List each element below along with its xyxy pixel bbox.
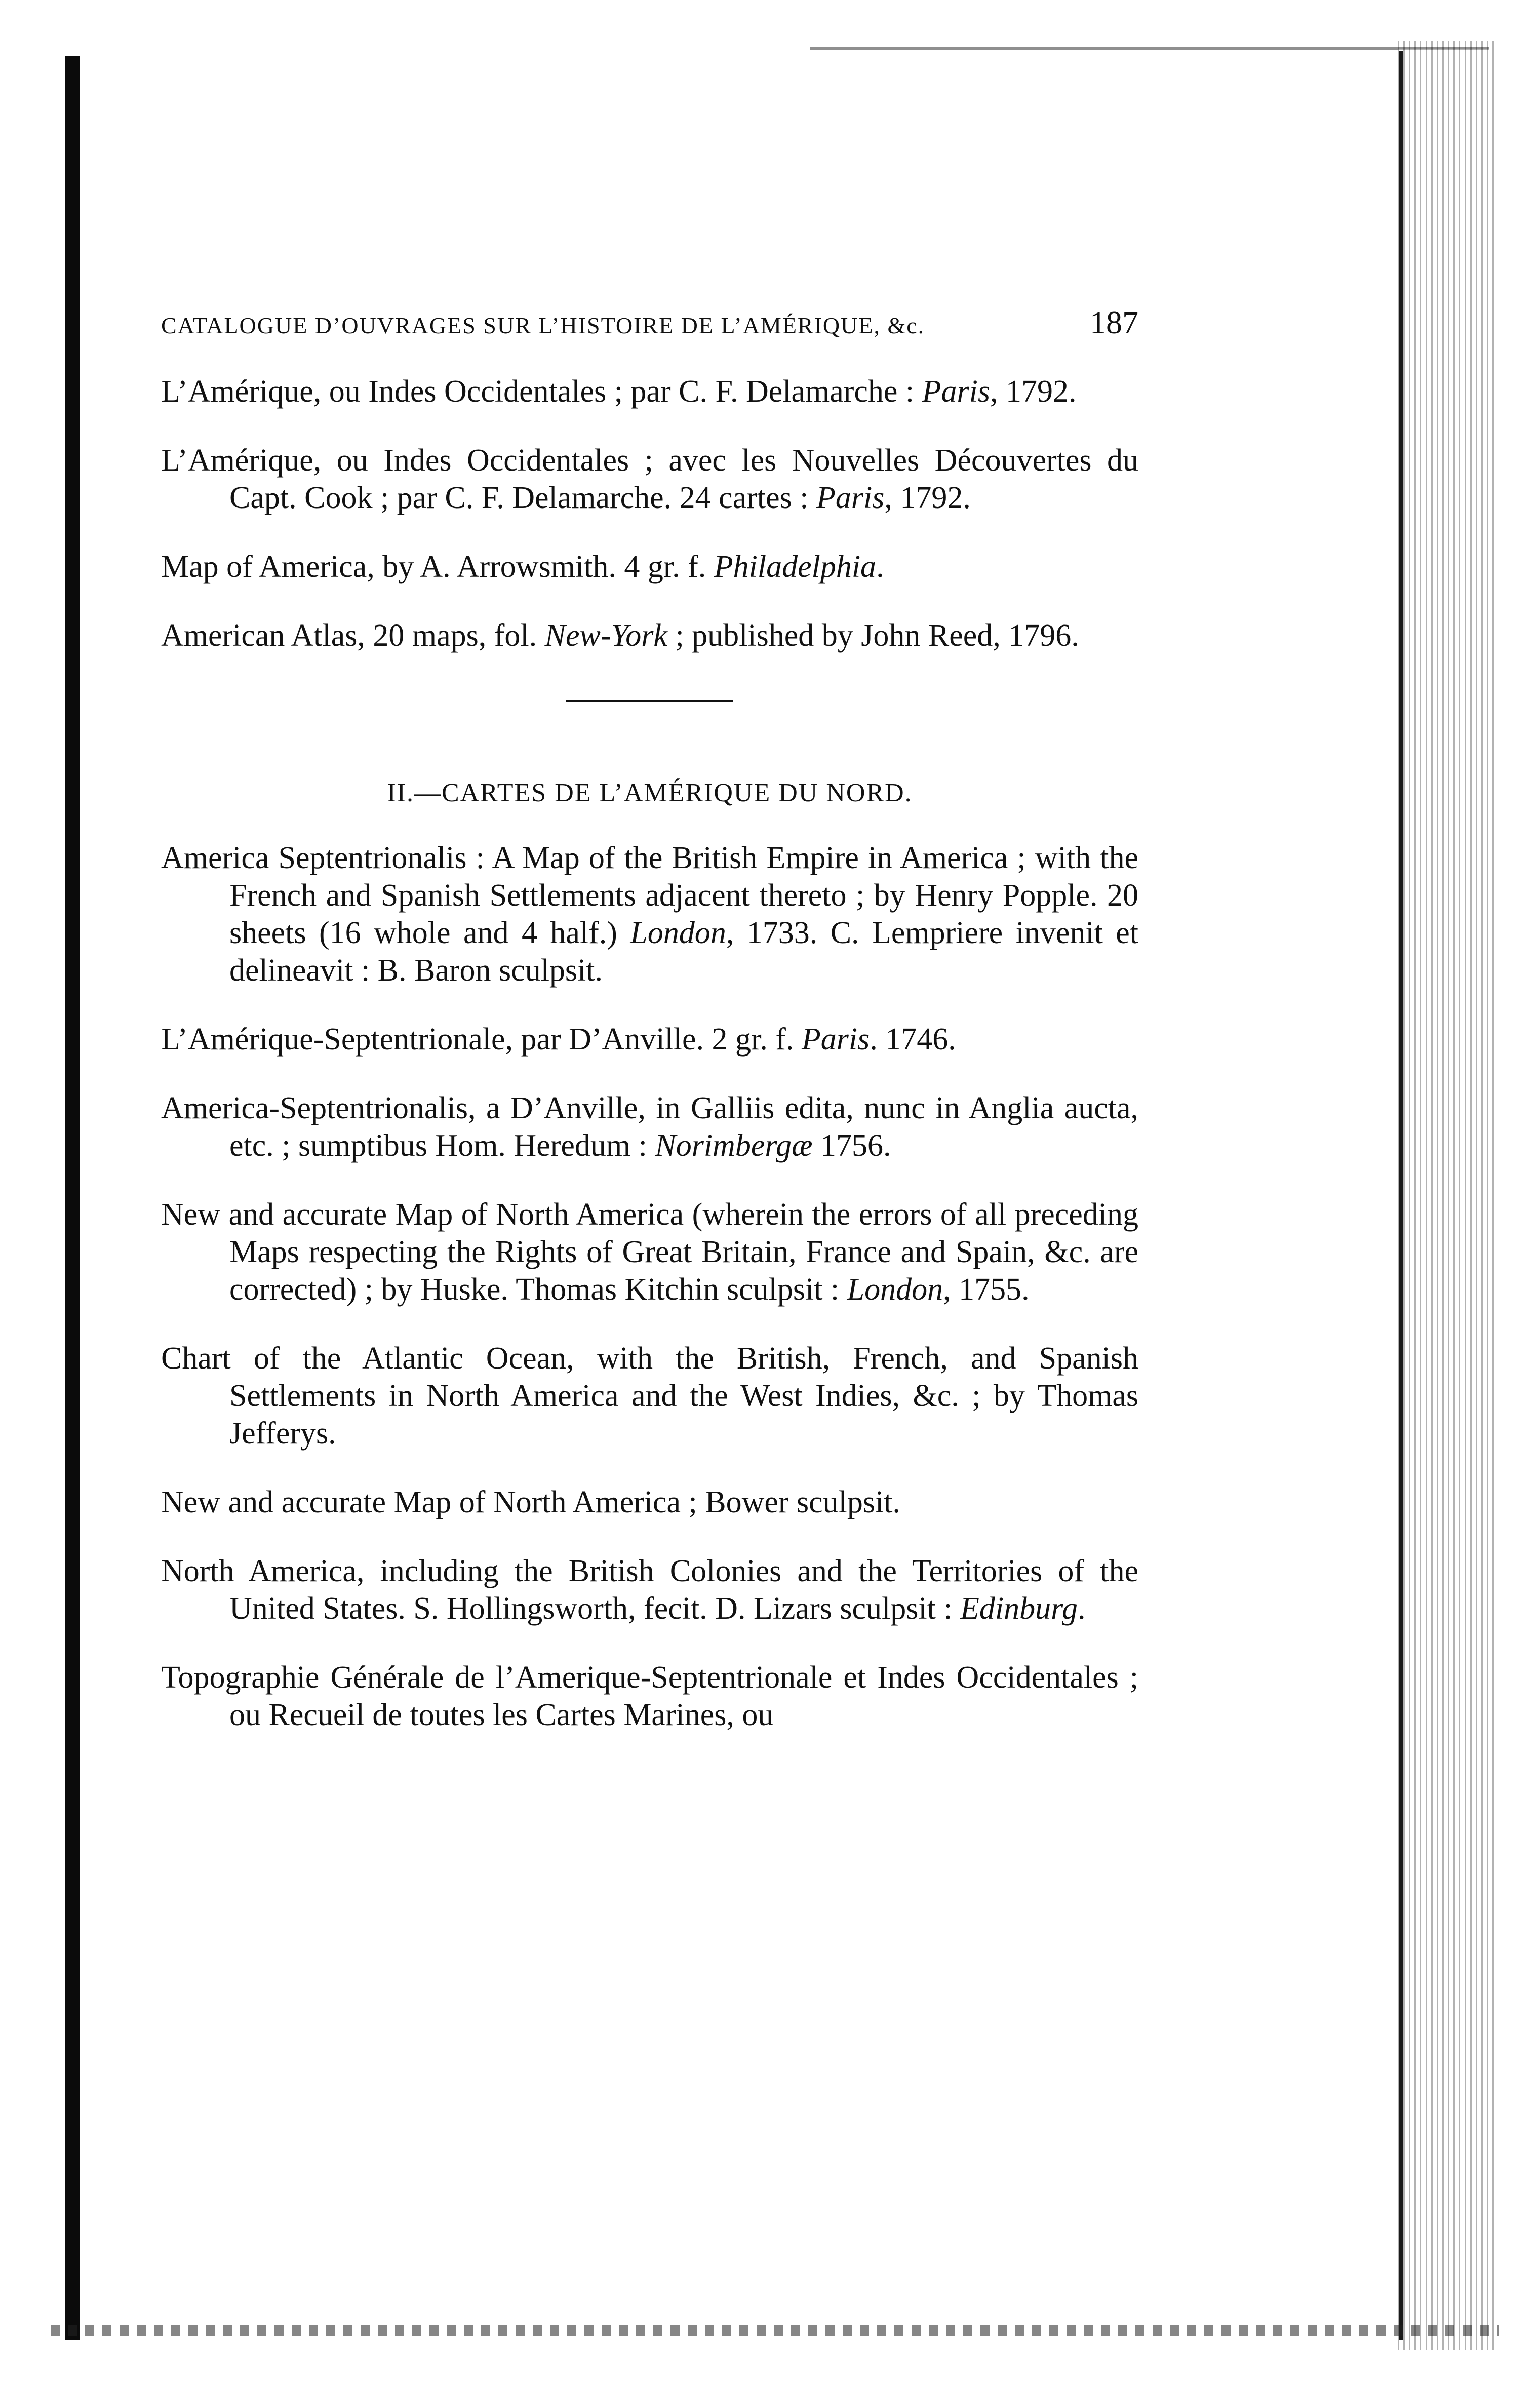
catalogue-entry: Chart of the Atlantic Ocean, with the British, French, and Spanish Settlements in North America and the West Indies, &c. ; by Thomas Jefferys. bbox=[161, 1341, 1138, 1451]
catalogue-entry: L’Amérique, ou Indes Occidentales ; par C. F. Delamarche : Paris, 1792. bbox=[161, 374, 1077, 409]
page-number: 187 bbox=[1090, 304, 1138, 340]
section-divider-rule bbox=[566, 700, 733, 702]
section-heading: II.—CARTES DE L’AMÉRIQUE DU NORD. bbox=[387, 778, 913, 807]
right-page-edge-line bbox=[1399, 51, 1403, 2340]
right-page-edges bbox=[1398, 41, 1494, 2350]
running-head bbox=[161, 304, 1138, 341]
catalogue-entry: America Septentrionalis : A Map of the British Empire in America ; with the French and Spanish Settlements adjacent thereto ; by Henry Popple. 20 sheets (16 whole and 4 half.) London, 1733. C. Lempriere invenit et delineavit : B. Baron sculpsit. bbox=[161, 841, 1138, 988]
bottom-page-edge bbox=[51, 2325, 1499, 2336]
catalogue-entry: L’Amérique-Septentrionale, par D’Anville. 2 gr. f. Paris. 1746. bbox=[161, 1022, 956, 1057]
catalogue-entry: Topographie Générale de l’Amerique-Septentrionale et Indes Occidentales ; ou Recueil de toutes les Cartes Marines, ou bbox=[161, 1660, 1138, 1732]
catalogue-entry: L’Amérique, ou Indes Occidentales ; avec les Nouvelles Découvertes du Capt. Cook ; par C. F. Delamarche. 24 cartes : Paris, 1792. bbox=[161, 443, 1138, 515]
binding-shadow bbox=[65, 56, 80, 2340]
entries-list-americas bbox=[161, 373, 1138, 654]
catalogue-entry: America-Septentrionalis, a D’Anville, in Galliis edita, nunc in Anglia aucta, etc. ; sumptibus Hom. Heredum : Norimbergæ 1756. bbox=[161, 1091, 1138, 1163]
book-page bbox=[161, 304, 1138, 1749]
entries-list-north-america bbox=[161, 839, 1138, 1734]
catalogue-entry: Map of America, by A. Arrowsmith. 4 gr. f. Philadelphia. bbox=[161, 550, 884, 584]
top-page-edge bbox=[810, 47, 1489, 50]
catalogue-entry: New and accurate Map of North America ; Bower sculpsit. bbox=[161, 1485, 900, 1519]
catalogue-entry: New and accurate Map of North America (wherein the errors of all preceding Maps respecting the Rights of Great Britain, France and Spain, &c. are corrected) ; by Huske. Thomas Kitchin sculpsit : London, 1755. bbox=[161, 1197, 1138, 1307]
catalogue-entry: North America, including the British Colonies and the Territories of the United States. S. Hollingsworth, fecit. D. Lizars sculpsit : Edinburg. bbox=[161, 1554, 1138, 1626]
catalogue-entry: American Atlas, 20 maps, fol. New-York ; published by John Reed, 1796. bbox=[161, 618, 1079, 653]
running-head-title: CATALOGUE D’OUVRAGES SUR L’HISTOIRE DE L’AMÉRIQUE, &c. bbox=[161, 312, 925, 338]
